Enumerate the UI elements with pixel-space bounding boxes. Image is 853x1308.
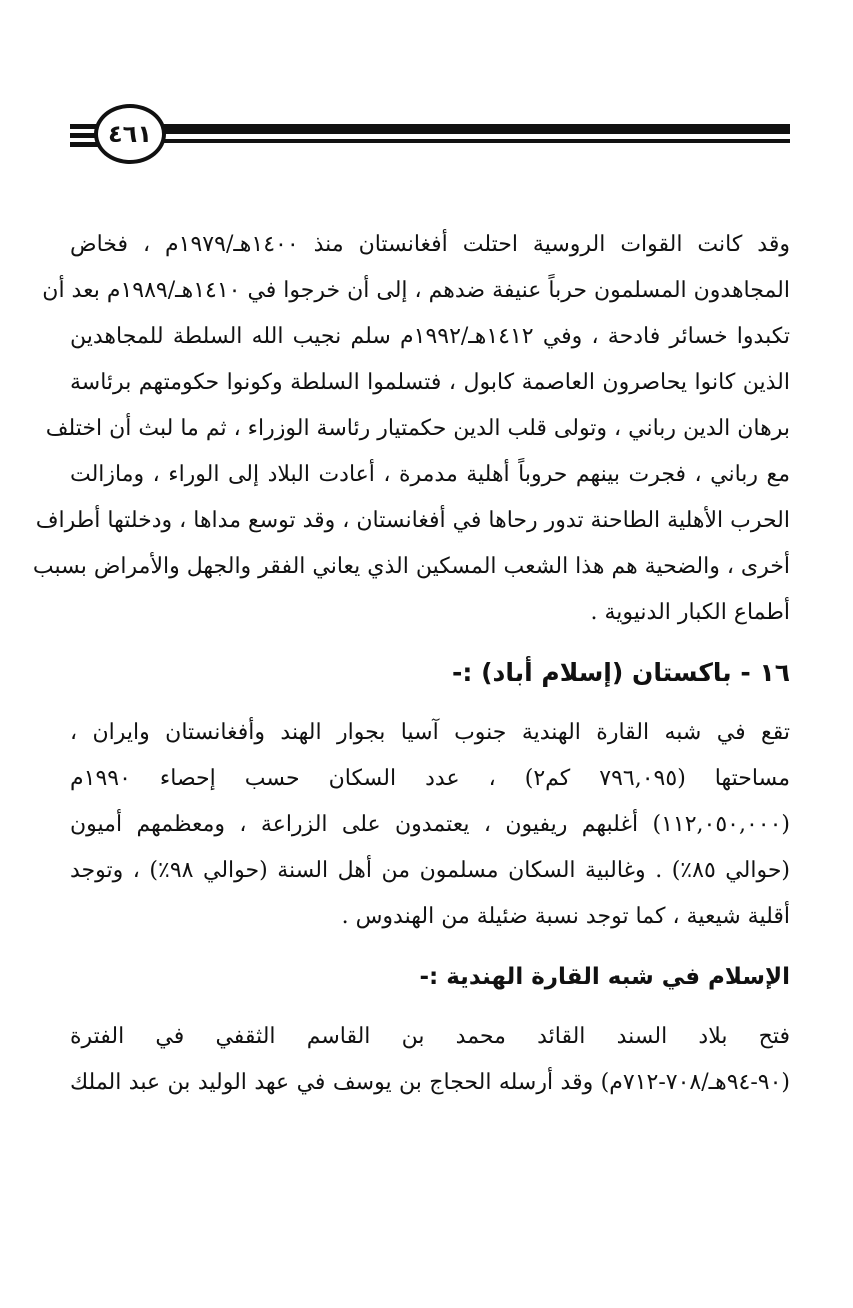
text-line: (١١٢,٠٥٠,٠٠٠) أغلبهم ريفيون ، يعتمدون على الزراعة ، ومعظمهم أميون (70, 812, 790, 837)
page-header (0, 0, 853, 200)
text-line: الذين كانوا يحاصرون العاصمة كابول ، فتسلموا السلطة وكونوا حكومتهم برئاسة (70, 370, 790, 395)
text-line: (٩٠-٩٤هـ/٧٠٨-٧١٢م) وقد أرسله الحجاج بن يوسف في عهد الوليد بن عبد الملك (70, 1070, 790, 1095)
text-line: مساحتها (٧٩٦,٠٩٥ كم٢) ، عدد السكان حسب إحصاء ١٩٩٠م (70, 766, 790, 791)
page-number-badge (94, 104, 166, 164)
header-rule-thick (150, 124, 790, 134)
text-line: تكبدوا خسائر فادحة ، وفي ١٤١٢هـ/١٩٩٢م سلم نجيب الله السلطة للمجاهدين (70, 324, 790, 349)
text-line: الحرب الأهلية الطاحنة تدور رحاها في أفغانستان ، وقد توسع مداها ، ودخلتها أطراف (35, 508, 790, 533)
text-line: تقع في شبه القارة الهندية جنوب آسيا بجوار الهند وأفغانستان وايران ، (70, 720, 790, 745)
text-line: برهان الدين رباني ، وتولى قلب الدين حكمتيار رئاسة الوزراء ، ثم ما لبث أن اختلف (45, 416, 790, 441)
text-line: أطماع الكبار الدنيوية . (590, 600, 790, 625)
paragraph-pakistan (70, 710, 790, 940)
text-line: وقد كانت القوات الروسية احتلت أفغانستان منذ ١٤٠٠هـ/١٩٧٩م ، فخاض (70, 232, 790, 257)
paragraph-islam (70, 1014, 790, 1106)
text-line: أقلية شيعية ، كما توجد نسبة ضئيلة من الهندوس . (341, 904, 790, 929)
text-line: مع رباني ، فجرت بينهم حروباً أهلية مدمرة ، أعادت البلاد إلى الوراء ، ومازالت (70, 462, 790, 487)
text-line: أخرى ، والضحية هم هذا الشعب المسكين الذي يعاني الفقر والجهل والأمراض بسبب (32, 554, 790, 579)
page-number: ٤٦١ (108, 120, 152, 148)
header-rule-thin (150, 139, 790, 143)
section-heading-pakistan: ١٦ - باكستان (إسلام أباد) :- (452, 658, 790, 687)
text-line: المجاهدون المسلمون حرباً عنيفة ضدهم ، إلى أن خرجوا في ١٤١٠هـ/١٩٨٩م بعد أن (42, 278, 790, 303)
paragraph-afghanistan (32, 222, 790, 636)
section-heading-islam: الإسلام في شبه القارة الهندية :- (419, 964, 790, 990)
text-line: (حوالي ٨٥٪) . وغالبية السكان مسلمون من أهل السنة (حوالي ٩٨٪) ، وتوجد (70, 858, 790, 883)
text-line: فتح بلاد السند القائد محمد بن القاسم الثقفي في الفترة (70, 1024, 790, 1049)
page-body (32, 222, 790, 1106)
